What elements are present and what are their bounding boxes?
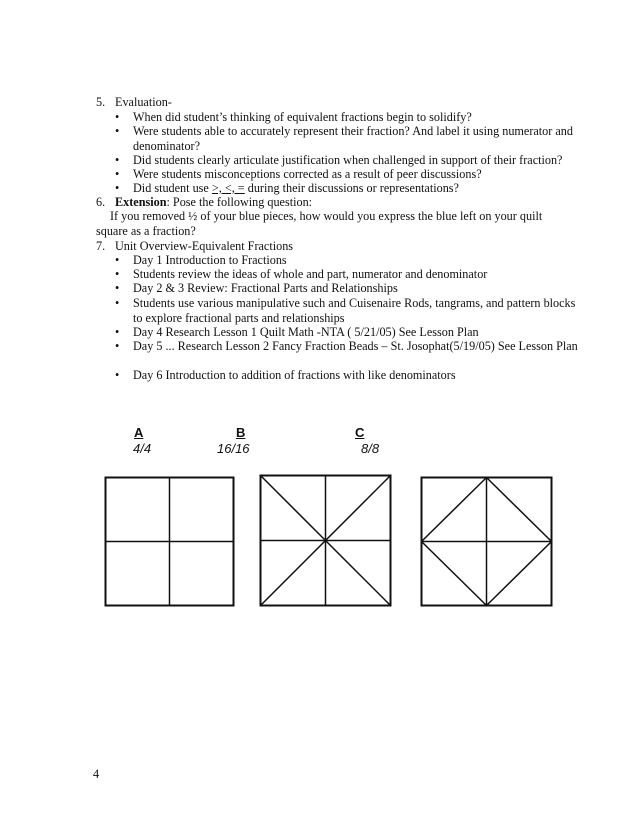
figure-a-square: [104, 476, 236, 608]
figure-c-fraction: 8/8: [361, 441, 380, 456]
list-item-text: Day 5 ... Research Lesson 2 Fancy Fraction Beads – St. Josophat(5/19/05) See Lesson Plan: [133, 339, 578, 353]
extension-question: If you removed ½ of your blue pieces, how would you express the blue left on your quilt square as a fraction?: [96, 209, 543, 238]
figure-b-square: [259, 474, 393, 608]
list-item-text: Students use various manipulative such and Cuisenaire Rods, tangrams, and pattern blocks to explore fractional parts and relationships: [133, 296, 576, 325]
list-item-text: Students review the ideas of whole and part, numerator and denominator: [133, 267, 488, 281]
extension-label: Extension: [115, 195, 167, 209]
extension-intro: : Pose the following question:: [166, 195, 313, 209]
figure-b-fraction: 16/16: [217, 441, 250, 456]
list-item-text: Day 4 Research Lesson 1 Quilt Math -NTA ( 5/21/05) See Lesson Plan: [133, 325, 479, 339]
list-item-text-prefix: Did student use: [133, 181, 212, 195]
list-item-text-suffix: during their discussions or representations?: [244, 181, 459, 195]
figure-c-square: [420, 476, 554, 608]
list-item-text: Were students misconceptions corrected as a result of peer discussions?: [133, 167, 482, 181]
section-7-title: Unit Overview-Equivalent Fractions: [115, 239, 294, 253]
figure-a-fraction: 4/4: [133, 441, 152, 456]
page-number: 4: [93, 767, 100, 781]
section-6-heading: [115, 195, 312, 210]
figure-b-letter: B: [236, 425, 246, 440]
list-item-text: Day 6 Introduction to addition of fractions with like denominators: [133, 368, 456, 382]
list-item-text: Day 2 & 3 Review: Fractional Parts and Relationships: [133, 281, 398, 295]
list-item-text: Were students able to accurately represent their fraction? And label it using numerator and denominator?: [133, 124, 573, 153]
figure-a-letter: A: [134, 425, 144, 440]
section-5-title: Evaluation-: [115, 95, 172, 109]
section-6-number: 6.: [96, 195, 106, 209]
list-item-text: When did student’s thinking of equivalent fractions begin to solidify?: [133, 110, 472, 124]
list-item-text: Did students clearly articulate justification when challenged in support of their fraction?: [133, 153, 563, 167]
comparison-symbols: >, <, =: [211, 181, 245, 195]
list-item-text: Day 1 Introduction to Fractions: [133, 253, 287, 267]
section-7-number: 7.: [96, 239, 106, 253]
section-5-number: 5.: [96, 95, 106, 109]
figure-c-letter: C: [355, 425, 365, 440]
list-item-text: [133, 181, 578, 196]
